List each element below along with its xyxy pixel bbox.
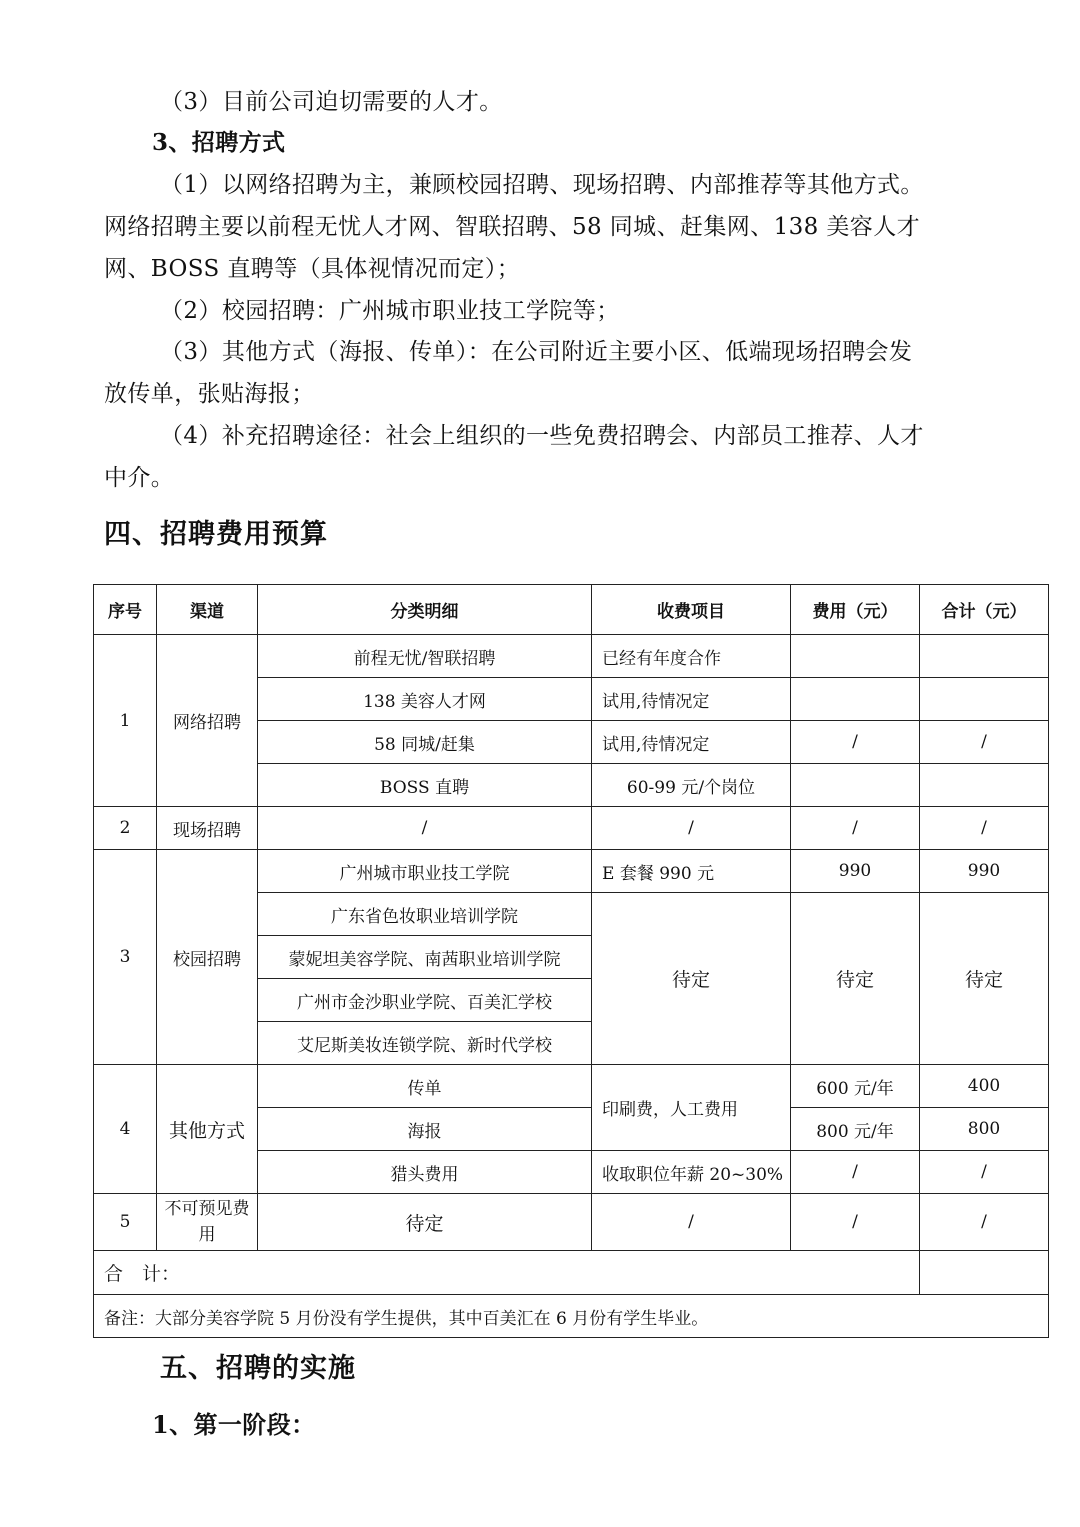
total-cell bbox=[920, 764, 1049, 807]
row-number: 4 bbox=[94, 1065, 157, 1194]
table-row bbox=[94, 1065, 1049, 1108]
total-cell: 待定 bbox=[920, 893, 1049, 1065]
total-cell: / bbox=[920, 807, 1049, 850]
paragraph-line: 放传单，张贴海报； bbox=[104, 381, 315, 407]
header-cell: 费用（元） bbox=[791, 585, 920, 635]
item-cell: / bbox=[592, 1194, 791, 1251]
channel-cell: 不可预见费用 bbox=[157, 1194, 258, 1251]
section-heading: 四、招聘费用预算 bbox=[104, 519, 328, 550]
item-cell: 已经有年度合作 bbox=[592, 635, 791, 678]
item-cell: / bbox=[592, 807, 791, 850]
header-cell: 序号 bbox=[94, 585, 157, 635]
table-row bbox=[94, 1194, 1049, 1251]
table-row bbox=[94, 807, 1049, 850]
detail-cell: 前程无忧/智联招聘 bbox=[258, 635, 592, 678]
channel-cell: 校园招聘 bbox=[157, 850, 258, 1065]
table-row bbox=[94, 635, 1049, 678]
note-cell: 备注：大部分美容学院 5 月份没有学生提供，其中百美汇在 6 月份有学生毕业。 bbox=[94, 1295, 1049, 1338]
total-cell: 990 bbox=[920, 850, 1049, 893]
total-cell: / bbox=[920, 1151, 1049, 1194]
fee-cell bbox=[791, 635, 920, 678]
row-number: 1 bbox=[94, 635, 157, 807]
subheading: 1、第一阶段： bbox=[152, 1410, 316, 1439]
channel-cell: 现场招聘 bbox=[157, 807, 258, 850]
paragraph-line: 网、BOSS 直聘等（具体视情况而定）； bbox=[104, 256, 521, 282]
total-cell bbox=[920, 678, 1049, 721]
total-cell: 800 bbox=[920, 1108, 1049, 1151]
fee-cell: / bbox=[791, 721, 920, 764]
header-cell: 收费项目 bbox=[592, 585, 791, 635]
subheading: 3、招聘方式 bbox=[152, 129, 286, 156]
item-cell: 印刷费，人工费用 bbox=[592, 1065, 791, 1151]
paragraph-line: 中介。 bbox=[104, 465, 175, 491]
paragraph-line: （3）其他方式（海报、传单）：在公司附近主要小区、低端现场招聘会发 bbox=[160, 339, 913, 365]
fee-cell: / bbox=[791, 1151, 920, 1194]
row-number: 3 bbox=[94, 850, 157, 1065]
header-cell: 渠道 bbox=[157, 585, 258, 635]
detail-cell: 待定 bbox=[258, 1194, 592, 1251]
sum-value bbox=[920, 1251, 1049, 1295]
detail-cell: 广州城市职业技工学院 bbox=[258, 850, 592, 893]
paragraph-line: （1）以网络招聘为主，兼顾校园招聘、现场招聘、内部推荐等其他方式。 bbox=[160, 172, 924, 198]
total-cell: 400 bbox=[920, 1065, 1049, 1108]
detail-cell: 58 同城/赶集 bbox=[258, 721, 592, 764]
table-header-row bbox=[94, 585, 1049, 635]
paragraph-line: （2）校园招聘：广州城市职业技工学院等； bbox=[160, 298, 620, 324]
fee-cell: 990 bbox=[791, 850, 920, 893]
fee-cell: 600 元/年 bbox=[791, 1065, 920, 1108]
paragraph-line: （3）目前公司迫切需要的人才。 bbox=[160, 89, 503, 115]
note-row bbox=[94, 1295, 1049, 1338]
detail-cell: 138 美容人才网 bbox=[258, 678, 592, 721]
total-cell bbox=[920, 635, 1049, 678]
detail-cell: 蒙妮坦美容学院、南茜职业培训学院 bbox=[258, 936, 592, 979]
budget-table bbox=[93, 584, 1049, 1338]
item-cell: E 套餐 990 元 bbox=[592, 850, 791, 893]
paragraph-line: 网络招聘主要以前程无忧人才网、智联招聘、58 同城、赶集网、138 美容人才 bbox=[104, 214, 920, 240]
item-cell: 试用,待情况定 bbox=[592, 721, 791, 764]
detail-cell: 猎头费用 bbox=[258, 1151, 592, 1194]
fee-cell bbox=[791, 764, 920, 807]
detail-cell: 海报 bbox=[258, 1108, 592, 1151]
sum-row bbox=[94, 1251, 1049, 1295]
table-row bbox=[94, 850, 1049, 893]
detail-cell: 广东省色妆职业培训学院 bbox=[258, 893, 592, 936]
fee-cell bbox=[791, 678, 920, 721]
detail-cell: BOSS 直聘 bbox=[258, 764, 592, 807]
detail-cell: 艾尼斯美妆连锁学院、新时代学校 bbox=[258, 1022, 592, 1065]
fee-cell: 待定 bbox=[791, 893, 920, 1065]
fee-cell: / bbox=[791, 1194, 920, 1251]
detail-cell: 传单 bbox=[258, 1065, 592, 1108]
fee-cell: 800 元/年 bbox=[791, 1108, 920, 1151]
item-cell: 试用,待情况定 bbox=[592, 678, 791, 721]
total-cell: / bbox=[920, 721, 1049, 764]
header-cell: 合计（元） bbox=[920, 585, 1049, 635]
channel-cell: 其他方式 bbox=[157, 1065, 258, 1194]
row-number: 2 bbox=[94, 807, 157, 850]
channel-cell: 网络招聘 bbox=[157, 635, 258, 807]
item-cell: 待定 bbox=[592, 893, 791, 1065]
section-heading: 五、招聘的实施 bbox=[160, 1353, 356, 1384]
item-cell: 60-99 元/个岗位 bbox=[592, 764, 791, 807]
row-number: 5 bbox=[94, 1194, 157, 1251]
detail-cell: 广州市金沙职业学院、百美汇学校 bbox=[258, 979, 592, 1022]
item-cell: 收取职位年薪 20~30% bbox=[592, 1151, 791, 1194]
paragraph-line: （4）补充招聘途径：社会上组织的一些免费招聘会、内部员工推荐、人才 bbox=[160, 423, 924, 449]
total-cell: / bbox=[920, 1194, 1049, 1251]
sum-label: 合 计： bbox=[94, 1251, 920, 1295]
detail-cell: / bbox=[258, 807, 592, 850]
header-cell: 分类明细 bbox=[258, 585, 592, 635]
fee-cell: / bbox=[791, 807, 920, 850]
